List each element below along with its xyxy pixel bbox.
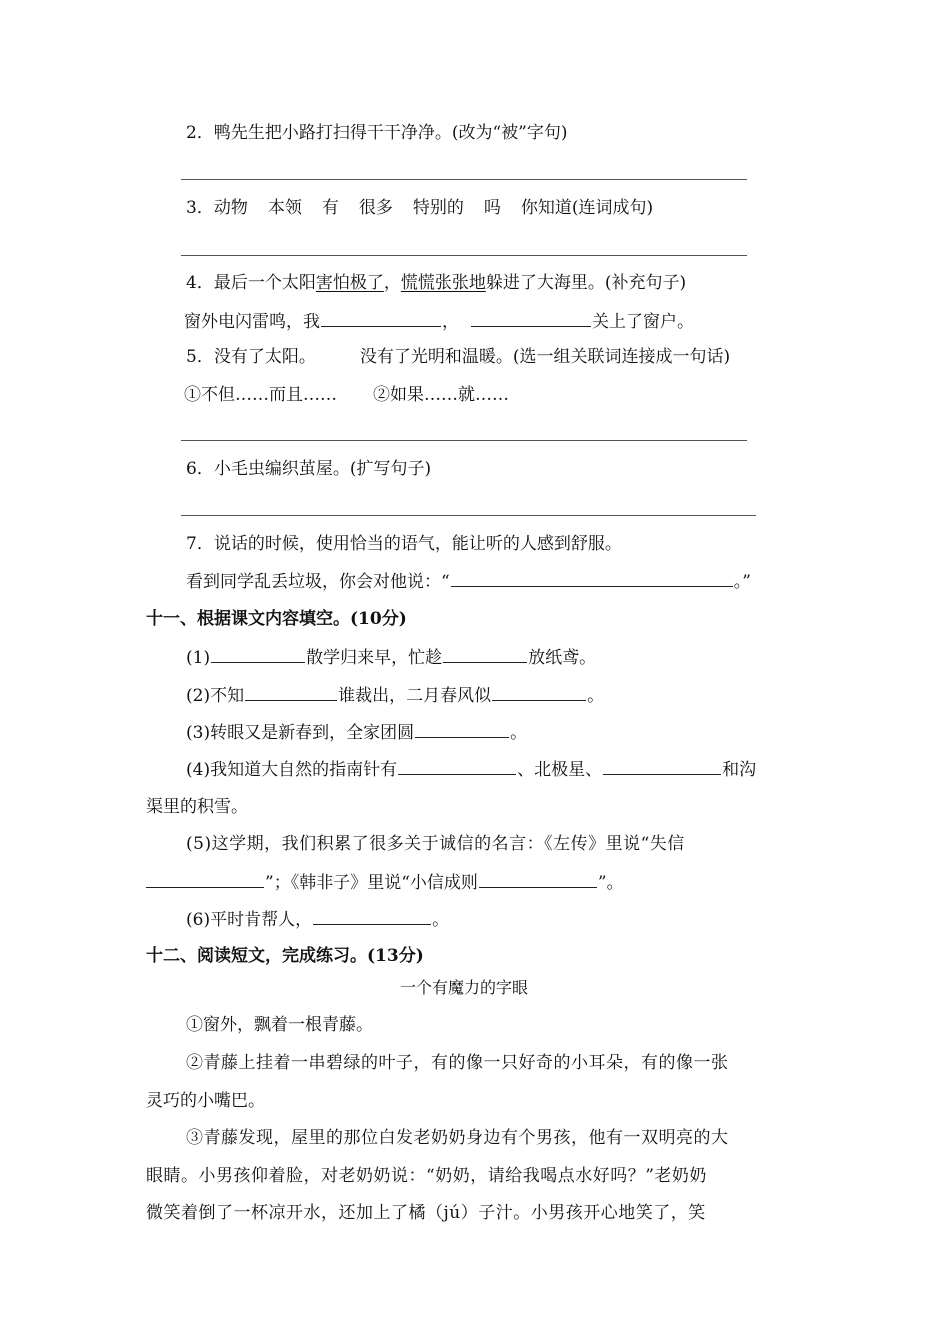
fill-blank[interactable] [398, 757, 516, 775]
passage-paragraph-3-line-1: ③青藤发现，屋里的那位白发老奶奶身边有个男孩，他有一双明亮的大 [186, 1128, 729, 1148]
fill-item-text: 渠里的积雪。 [146, 797, 248, 817]
passage-paragraph-1: ①窗外，飘着一根青藤。 [186, 1015, 373, 1035]
question-4-underlined-1: 害怕极了 [315, 273, 384, 293]
question-3-word: 你知道(连词成句) [520, 198, 654, 218]
fill-item-text: (5)这学期，我们积累了很多关于诚信的名言：《左传》里说“失信 [186, 834, 685, 854]
fill-item-text: (6)平时肯帮人， [186, 910, 313, 930]
fill-item-5 [186, 832, 685, 856]
fill-blank[interactable] [443, 645, 527, 663]
question-6 [186, 457, 431, 481]
fill-item-2 [186, 683, 604, 708]
question-7-blank[interactable] [451, 569, 733, 587]
fill-item-text: 谁裁出，二月春风似 [338, 686, 492, 706]
question-4-comma: ， [383, 273, 401, 293]
fill-item-text: (2)不知 [186, 686, 245, 706]
question-3-word: 3．动物 [186, 198, 248, 218]
question-7 [186, 532, 622, 556]
passage-paragraph-2-line-2: 灵巧的小嘴巴。 [146, 1091, 265, 1111]
fill-blank[interactable] [211, 645, 305, 663]
fill-item-text: 放纸鸢。 [528, 648, 597, 668]
question-4-line2-c: 关上了窗户。 [592, 312, 694, 332]
answer-line-5[interactable] [181, 440, 747, 441]
fill-item-text: 。 [432, 910, 450, 930]
answer-line-3[interactable] [181, 255, 747, 256]
fill-item-4 [186, 757, 756, 782]
question-3 [186, 196, 653, 220]
fill-item-text: 散学归来早，忙趁 [306, 648, 443, 668]
question-5-a: 5．没有了太阳。 [186, 347, 316, 367]
fill-blank[interactable] [415, 720, 509, 738]
answer-line-6[interactable] [181, 515, 756, 516]
fill-blank[interactable] [313, 907, 431, 925]
answer-line-2[interactable] [181, 179, 747, 180]
question-3-word: 吗 [483, 198, 501, 218]
question-7-line2-a: 看到同学乱丢垃圾，你会对他说：“ [186, 572, 450, 592]
question-4-line2-a: 窗外电闪雷鸣，我 [184, 312, 320, 332]
question-3-word: 特别的 [412, 198, 464, 218]
passage-paragraph-3-line-3: 微笑着倒了一杯凉开水，还加上了橘（jú）子汁。小男孩开心地笑了，笑 [146, 1203, 706, 1223]
question-2-text: 2．鸭先生把小路打扫得干干净净。(改为“被”字句) [186, 123, 568, 143]
section-11-heading: 十一、根据课文内容填空。(10分) [146, 609, 407, 629]
question-7-line2-b: 。” [733, 572, 751, 592]
fill-item-3 [186, 720, 527, 745]
fill-blank[interactable] [479, 870, 597, 888]
passage-title: 一个有魔力的字眼 [400, 978, 529, 997]
question-3-word: 有 [321, 198, 339, 218]
fill-item-text: (4)我知道大自然的指南针有 [186, 760, 398, 780]
fill-blank[interactable] [492, 683, 586, 701]
question-5-option-1: ①不但……而且…… [184, 385, 337, 405]
fill-item-text: ”；《韩非子》里说“小信成则 [265, 873, 478, 893]
question-3-word: 很多 [358, 198, 393, 218]
question-3-word: 本领 [267, 198, 302, 218]
passage-paragraph-3-line-2: 眼睛。小男孩仰着脸，对老奶奶说：“奶奶，请给我喝点水好吗？”老奶奶 [146, 1166, 707, 1186]
fill-blank[interactable] [245, 683, 337, 701]
question-4-prefix: 4．最后一个太阳 [186, 273, 316, 293]
question-4-line2-b: ， [442, 312, 459, 332]
fill-item-text: 。 [510, 723, 528, 743]
question-5-options [184, 383, 509, 407]
question-4-blank-1[interactable] [321, 309, 441, 327]
question-6-text: 6．小毛虫编织茧屋。(扩写句子) [186, 459, 432, 479]
question-4-line-2 [184, 309, 694, 334]
fill-item-text: ”。 [597, 873, 624, 893]
question-7-line-2 [186, 569, 751, 594]
fill-blank[interactable] [603, 757, 721, 775]
question-5-option-2: ②如果……就…… [373, 385, 509, 405]
fill-item-4-cont [146, 795, 248, 819]
fill-blank[interactable] [146, 870, 264, 888]
question-2 [186, 121, 567, 145]
fill-item-6 [186, 907, 449, 932]
question-4-suffix: 躲进了大海里。(补充句子) [485, 273, 687, 293]
fill-item-text: 、北极星、 [517, 760, 603, 780]
question-4 [186, 271, 686, 295]
fill-item-1-num: (1) [186, 648, 211, 668]
question-5-b: 没有了光明和温暖。(选一组关联词连接成一句话) [359, 347, 731, 367]
question-4-underlined-2: 慌慌张张地 [400, 273, 486, 293]
fill-item-5-cont [146, 870, 624, 895]
question-4-blank-2[interactable] [471, 309, 591, 327]
fill-item-text: 和沟 [722, 760, 757, 780]
fill-item-text: 。 [587, 686, 605, 706]
question-7-text: 7．说话的时候，使用恰当的语气，能让听的人感到舒服。 [186, 534, 622, 554]
fill-item-text: (3)转眼又是新春到，全家团圆 [186, 723, 415, 743]
section-12-heading: 十二、阅读短文，完成练习。(13分) [146, 946, 424, 966]
fill-item-1 [186, 645, 596, 670]
passage-paragraph-2-line-1: ②青藤上挂着一串碧绿的叶子，有的像一只好奇的小耳朵，有的像一张 [186, 1053, 729, 1073]
question-5 [186, 345, 730, 369]
